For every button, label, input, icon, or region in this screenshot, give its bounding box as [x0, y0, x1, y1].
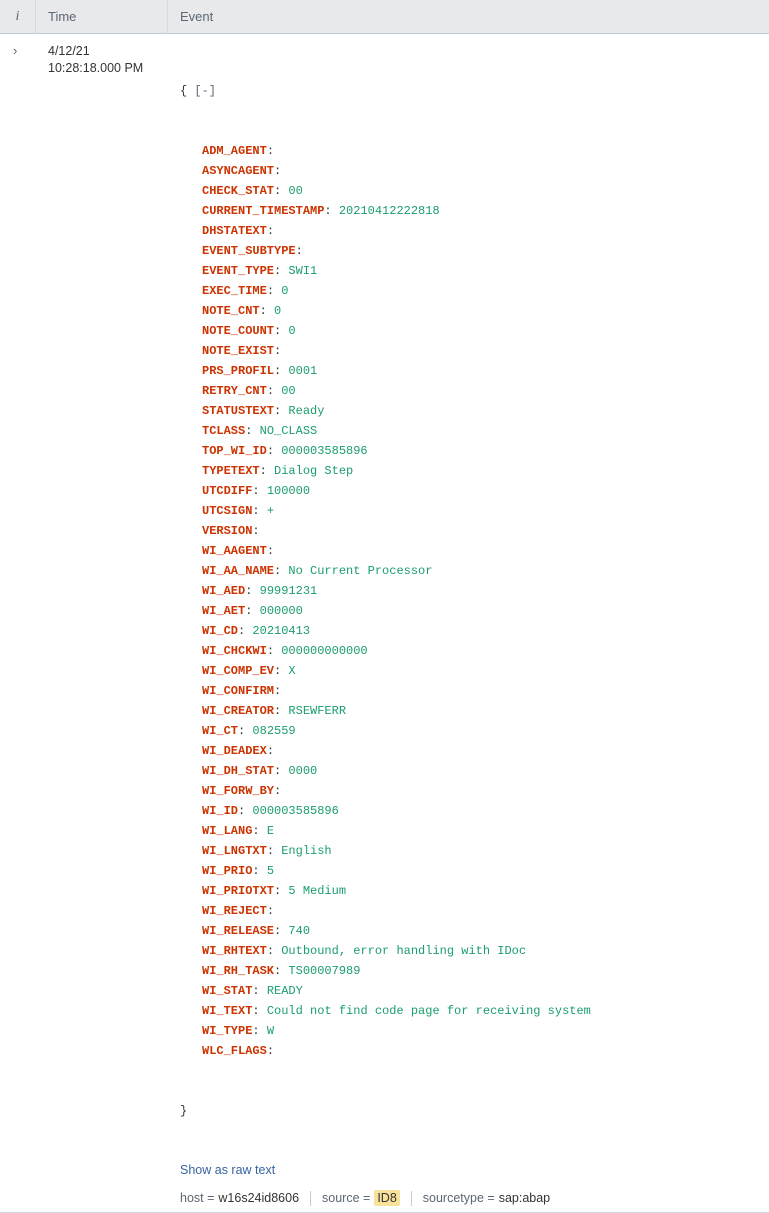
json-field-colon: :: [274, 684, 282, 698]
json-field-value[interactable]: 000003585896: [252, 804, 339, 818]
json-field-colon: :: [266, 904, 275, 918]
json-field-value[interactable]: 000000000000: [281, 644, 368, 658]
json-field-colon: :: [274, 264, 282, 278]
json-field-value[interactable]: Dialog Step: [274, 464, 354, 478]
json-field-colon: :: [274, 664, 282, 678]
json-field: [180, 161, 591, 181]
table-header-row: [0, 0, 769, 34]
event-metadata-row: [180, 1190, 561, 1206]
json-field-colon: :: [266, 844, 275, 858]
json-field-colon: :: [266, 644, 275, 658]
json-field-key[interactable]: WI_AED: [202, 584, 246, 598]
json-field-colon: :: [252, 824, 260, 838]
json-field: [180, 681, 591, 701]
json-field-key[interactable]: EVENT_SUBTYPE: [202, 244, 296, 258]
json-field: [180, 381, 591, 401]
column-header-event-label: Event: [180, 9, 214, 24]
json-field-value[interactable]: Could not find code page for receiving system: [266, 1004, 591, 1018]
json-field-colon: :: [274, 404, 282, 418]
json-field-key[interactable]: ADM_AGENT: [202, 144, 267, 158]
json-field-colon: :: [274, 364, 282, 378]
json-field-value[interactable]: English: [281, 844, 332, 858]
column-header-time-label: Time: [48, 9, 77, 24]
json-field: [180, 921, 591, 941]
json-field: [180, 1001, 591, 1021]
json-field-key[interactable]: WI_FORW_BY: [202, 784, 275, 798]
json-field-colon: :: [274, 704, 282, 718]
json-field: [180, 781, 591, 801]
json-viewer: [180, 41, 591, 1161]
json-open-brace: {: [180, 84, 188, 98]
show-as-raw-text-link[interactable]: Show as raw text: [180, 1163, 276, 1177]
json-field: [180, 361, 591, 381]
json-field-key[interactable]: TCLASS: [202, 424, 246, 438]
json-field-key[interactable]: WLC_FLAGS: [202, 1044, 267, 1058]
json-field: [180, 661, 591, 681]
json-field: [180, 541, 591, 561]
json-field-key[interactable]: WI_CHCKWI: [202, 644, 267, 658]
json-field-key[interactable]: EVENT_TYPE: [202, 264, 275, 278]
json-field-key[interactable]: PRS_PROFIL: [202, 364, 275, 378]
json-field-key[interactable]: WI_RELEASE: [202, 924, 275, 938]
row-time-clock: 10:28:18.000 PM: [48, 61, 144, 75]
json-field-colon: :: [266, 284, 275, 298]
json-field: [180, 761, 591, 781]
json-field-value[interactable]: 5 Medium: [288, 884, 347, 898]
json-field-value[interactable]: Ready: [288, 404, 325, 418]
json-field: [180, 821, 591, 841]
json-field-key[interactable]: DHSTATEXT: [202, 224, 267, 238]
json-field-key[interactable]: CURRENT_TIMESTAMP: [202, 204, 325, 218]
json-field: [180, 141, 591, 161]
json-field-colon: :: [274, 764, 282, 778]
json-field: [180, 701, 591, 721]
metadata-separator: [411, 1191, 412, 1206]
json-field-key[interactable]: WI_LANG: [202, 824, 253, 838]
json-field-key[interactable]: WI_AET: [202, 604, 246, 618]
json-field-colon: :: [266, 384, 275, 398]
json-field: [180, 1041, 591, 1061]
json-field-colon: :: [238, 724, 246, 738]
json-field: [180, 961, 591, 981]
json-field-colon: :: [252, 1024, 260, 1038]
json-field-colon: :: [274, 964, 282, 978]
row-time-date: 4/12/21: [48, 44, 90, 58]
json-field-key[interactable]: WI_DH_STAT: [202, 764, 275, 778]
json-field-key[interactable]: STATUSTEXT: [202, 404, 275, 418]
json-field-key[interactable]: WI_CT: [202, 724, 239, 738]
json-field: [180, 841, 591, 861]
json-field-colon: :: [252, 504, 260, 518]
json-field-colon: :: [252, 864, 260, 878]
json-field: [180, 281, 591, 301]
metadata-key: host =: [180, 1191, 215, 1205]
json-field-value[interactable]: TS00007989: [288, 964, 361, 978]
json-fields: [180, 141, 591, 1061]
row-expand-cell[interactable]: [0, 34, 36, 57]
json-field: [180, 1021, 591, 1041]
json-field: [180, 601, 591, 621]
table-row: [0, 34, 769, 1212]
json-field-key[interactable]: WI_ID: [202, 804, 239, 818]
json-field-value[interactable]: 20210412222818: [338, 204, 440, 218]
json-field-key[interactable]: TYPETEXT: [202, 464, 260, 478]
json-field-colon: :: [266, 744, 275, 758]
json-field-value[interactable]: E: [266, 824, 275, 838]
json-close-brace: }: [180, 1104, 188, 1118]
json-field: [180, 261, 591, 281]
json-field-key[interactable]: WI_STAT: [202, 984, 253, 998]
json-field: [180, 241, 591, 261]
json-field-value[interactable]: 99991231: [259, 584, 318, 598]
metadata-item: [423, 1191, 561, 1205]
json-field: [180, 401, 591, 421]
json-field-key[interactable]: NOTE_EXIST: [202, 344, 275, 358]
json-field-colon: :: [245, 604, 253, 618]
metadata-value[interactable]: sap:abap: [498, 1191, 551, 1205]
json-open-line: [180, 81, 591, 101]
json-field: [180, 421, 591, 441]
json-field-colon: :: [245, 424, 253, 438]
json-field-colon: :: [274, 924, 282, 938]
json-field: [180, 941, 591, 961]
json-field-value[interactable]: W: [266, 1024, 275, 1038]
json-field: [180, 561, 591, 581]
json-field: [180, 221, 591, 241]
json-field-colon: :: [238, 804, 246, 818]
json-field: [180, 341, 591, 361]
json-field: [180, 201, 591, 221]
metadata-value[interactable]: w16s24id8606: [218, 1191, 300, 1205]
json-field: [180, 981, 591, 1001]
json-field-colon: :: [266, 1044, 275, 1058]
column-header-time[interactable]: [36, 0, 168, 33]
json-field-value[interactable]: 00: [288, 184, 303, 198]
json-field-colon: :: [252, 984, 260, 998]
metadata-item: [180, 1191, 310, 1205]
json-field-value[interactable]: 082559: [252, 724, 296, 738]
json-field: [180, 321, 591, 341]
json-field-key[interactable]: ASYNCAGENT: [202, 164, 275, 178]
json-field-colon: :: [274, 164, 282, 178]
json-field-key[interactable]: UTCSIGN: [202, 504, 253, 518]
json-field-value[interactable]: READY: [266, 984, 303, 998]
json-field-key[interactable]: WI_TYPE: [202, 1024, 253, 1038]
json-field: [180, 521, 591, 541]
metadata-separator: [310, 1191, 311, 1206]
json-field-colon: :: [274, 344, 282, 358]
json-field-value[interactable]: 000000: [259, 604, 303, 618]
json-field-key[interactable]: UTCDIFF: [202, 484, 253, 498]
json-field-value[interactable]: Outbound, error handling with IDoc: [281, 944, 527, 958]
json-field-colon: :: [259, 304, 267, 318]
json-field-colon: :: [274, 784, 282, 798]
json-field-key[interactable]: CHECK_STAT: [202, 184, 275, 198]
json-field: [180, 181, 591, 201]
chevron-right-icon[interactable]: ›: [13, 43, 18, 58]
json-field-key[interactable]: WI_DEADEX: [202, 744, 267, 758]
json-field: [180, 441, 591, 461]
row-time-cell: [36, 34, 168, 77]
json-field-key[interactable]: VERSION: [202, 524, 253, 538]
json-field-value[interactable]: 20210413: [252, 624, 311, 638]
json-field: [180, 901, 591, 921]
json-field-colon: :: [295, 244, 303, 258]
json-field-value[interactable]: 0: [288, 324, 296, 338]
json-field-colon: :: [259, 464, 267, 478]
json-field-value[interactable]: RSEWFERR: [288, 704, 347, 718]
json-field: [180, 801, 591, 821]
json-field-colon: :: [324, 204, 332, 218]
json-field: [180, 861, 591, 881]
json-close-line: [180, 1101, 591, 1121]
json-field-value[interactable]: 5: [266, 864, 275, 878]
json-field-colon: :: [266, 144, 275, 158]
column-header-info: [0, 0, 36, 33]
json-field-key[interactable]: RETRY_CNT: [202, 384, 267, 398]
json-field-key[interactable]: WI_RH_TASK: [202, 964, 275, 978]
json-field-key[interactable]: WI_PRIOTXT: [202, 884, 275, 898]
json-field-key[interactable]: WI_CONFIRM: [202, 684, 275, 698]
json-field-key[interactable]: TOP_WI_ID: [202, 444, 267, 458]
json-field-key[interactable]: WI_CD: [202, 624, 239, 638]
json-field-value[interactable]: NO_CLASS: [259, 424, 318, 438]
json-field-value[interactable]: 0001: [288, 364, 318, 378]
json-field-value[interactable]: +: [266, 504, 275, 518]
json-field-key[interactable]: NOTE_CNT: [202, 304, 260, 318]
json-field-colon: :: [245, 584, 253, 598]
json-field: [180, 721, 591, 741]
metadata-item: [322, 1190, 411, 1206]
json-field-key[interactable]: EXEC_TIME: [202, 284, 267, 298]
json-field: [180, 481, 591, 501]
json-field-colon: :: [252, 1004, 260, 1018]
row-event-cell: [168, 34, 769, 1212]
json-field-key[interactable]: WI_LNGTXT: [202, 844, 267, 858]
json-field-key[interactable]: NOTE_COUNT: [202, 324, 275, 338]
json-field-value[interactable]: 740: [288, 924, 311, 938]
json-field-colon: :: [266, 444, 275, 458]
json-field-key[interactable]: WI_RHTEXT: [202, 944, 267, 958]
json-field-value[interactable]: X: [288, 664, 296, 678]
json-field-colon: :: [274, 184, 282, 198]
json-field-key[interactable]: WI_COMP_EV: [202, 664, 275, 678]
metadata-key: sourcetype =: [422, 1191, 495, 1205]
json-field-colon: :: [266, 544, 275, 558]
json-field: [180, 301, 591, 321]
json-field-key[interactable]: WI_AAGENT: [202, 544, 267, 558]
json-field: [180, 741, 591, 761]
json-collapse-toggle[interactable]: [-]: [194, 84, 217, 98]
json-field: [180, 581, 591, 601]
metadata-value[interactable]: ID8: [374, 1190, 399, 1206]
json-field-key[interactable]: WI_TEXT: [202, 1004, 253, 1018]
json-field-key[interactable]: WI_PRIO: [202, 864, 253, 878]
json-field-colon: :: [274, 884, 282, 898]
json-field-colon: :: [238, 624, 246, 638]
json-field-key[interactable]: WI_CREATOR: [202, 704, 275, 718]
json-field: [180, 621, 591, 641]
json-field-colon: :: [274, 324, 282, 338]
json-field: [180, 881, 591, 901]
json-field-key[interactable]: WI_AA_NAME: [202, 564, 275, 578]
json-field-value[interactable]: 100000: [266, 484, 311, 498]
metadata-key: source =: [322, 1191, 371, 1205]
json-field-value[interactable]: 0: [281, 284, 289, 298]
json-field: [180, 461, 591, 481]
json-field-value[interactable]: 000003585896: [281, 444, 368, 458]
json-field-colon: :: [274, 564, 282, 578]
json-field-value[interactable]: 00: [281, 384, 296, 398]
info-icon: i: [15, 8, 20, 24]
json-field-value[interactable]: 0: [274, 304, 282, 318]
json-field-value[interactable]: SWI1: [288, 264, 318, 278]
column-header-event[interactable]: [168, 0, 769, 33]
json-field-colon: :: [252, 524, 260, 538]
json-field-colon: :: [252, 484, 260, 498]
json-field-value[interactable]: No Current Processor: [288, 564, 433, 578]
json-field: [180, 641, 591, 661]
json-field-colon: :: [266, 224, 275, 238]
json-field-colon: :: [266, 944, 275, 958]
json-field: [180, 501, 591, 521]
json-field-key[interactable]: WI_REJECT: [202, 904, 267, 918]
json-field-value[interactable]: 0000: [288, 764, 318, 778]
